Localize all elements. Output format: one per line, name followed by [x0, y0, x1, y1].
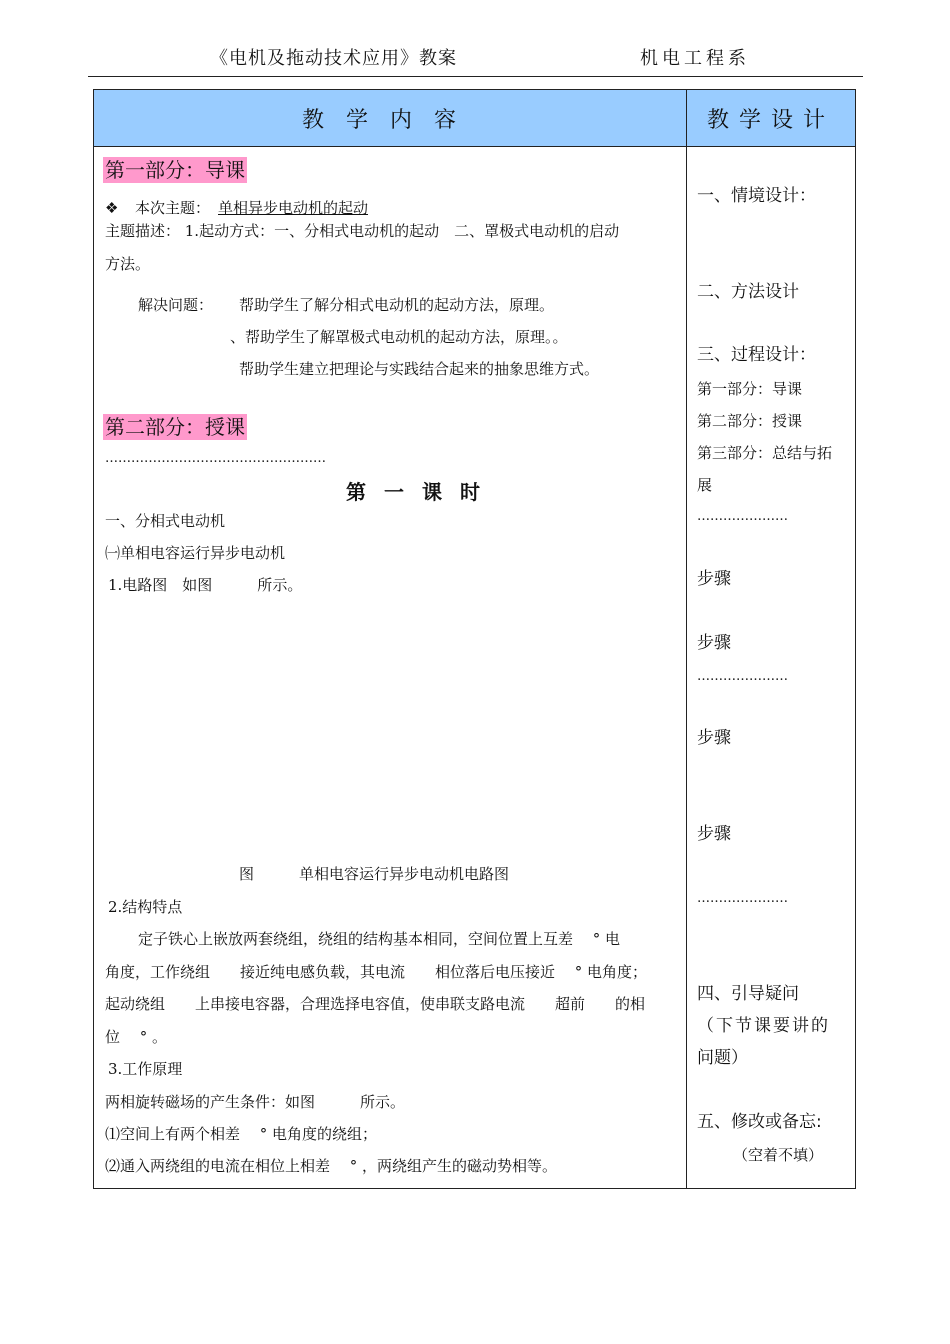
- step-3: 步骤: [697, 728, 731, 748]
- topic-bullet-icon: ❖: [105, 199, 119, 217]
- structure-para-line-4: 位 ° 。: [105, 1028, 168, 1046]
- item-circuit-diagram: 1.电路图 如图 所示。: [108, 576, 303, 594]
- design-guide-end: 问题）: [697, 1048, 748, 1068]
- solve-item-3: 帮助学生建立把理论与实践结合起来的抽象思维方式。: [239, 360, 600, 378]
- solve-label: 解决问题：: [138, 296, 214, 314]
- header-teaching-design: 教学设计: [706, 107, 835, 133]
- desc-line-1: 主题描述： 1.起动方式：一、分相式电动机的起动 二、罩极式电动机的启动: [105, 222, 620, 240]
- table-header-row: [94, 90, 855, 147]
- design-dots-2: …………………: [697, 669, 788, 684]
- design-guide-sub: （下节课要讲的: [697, 1016, 830, 1036]
- structure-para-line-2: 角度，工作绕组 接近纯电感负载，其电流 相位落后电压接近 ° 电角度；: [105, 963, 648, 981]
- header-department: 机电工程系: [640, 48, 750, 69]
- topic-label: 本次主题：: [135, 199, 211, 217]
- process-part-3: 第三部分：总结与拓: [697, 444, 833, 462]
- solve-item-2: 、帮助学生了解罩极式电动机的起动方法，原理。。: [230, 328, 568, 346]
- design-method: 二、方法设计: [697, 282, 799, 302]
- condition-2: ⑵通入两绕组的电流在相位上相差 ° ，两绕组产生的磁动势相等。: [105, 1157, 558, 1175]
- part2-heading: 第二部分：授课: [105, 415, 245, 439]
- column-divider: [686, 90, 687, 1188]
- design-dots-1: …………………: [697, 509, 788, 524]
- condition-intro: 两相旋转磁场的产生条件：如图 所示。: [105, 1093, 406, 1111]
- topic-text: 单相异步电动机的起动: [218, 199, 369, 217]
- step-4: 步骤: [697, 824, 731, 844]
- process-part-3-cont: 展: [697, 476, 713, 494]
- step-1: 步骤: [697, 569, 731, 589]
- item-structure: 2.结构特点: [108, 898, 183, 916]
- section-1-title: 一、分相式电动机: [105, 512, 226, 530]
- process-part-2: 第二部分：授课: [697, 412, 803, 430]
- solve-item-1: 帮助学生了解分相式电动机的起动方法，原理。: [239, 296, 555, 314]
- process-part-1: 第一部分：导课: [697, 380, 803, 398]
- part1-heading: 第一部分：导课: [105, 158, 245, 182]
- structure-para-line-3: 起动绕组 上串接电容器，合理选择电容值，使串联支路电流 超前 的相: [105, 995, 646, 1013]
- header-title: 《电机及拖动技术应用》教案: [210, 48, 457, 69]
- figure-caption: 图 单相电容运行异步电动机电路图: [239, 865, 510, 883]
- design-dots-3: …………………: [697, 891, 788, 906]
- lesson-title: 第一课时: [346, 480, 498, 504]
- design-situation: 一、情境设计：: [697, 186, 816, 206]
- page-header: [88, 44, 863, 77]
- design-process: 三、过程设计：: [697, 345, 816, 365]
- condition-1: ⑴空间上有两个相差 ° 电角度的绕组；: [105, 1125, 378, 1143]
- design-notes-sub: （空着不填）: [733, 1146, 824, 1164]
- item-principle: 3.工作原理: [108, 1060, 183, 1078]
- desc-line-2: 方法。: [105, 255, 151, 273]
- design-notes: 五、修改或备忘:: [697, 1112, 822, 1132]
- step-2: 步骤: [697, 633, 731, 653]
- section-1-subtitle: ㈠单相电容运行异步电动机: [105, 544, 286, 562]
- lesson-plan-table: [93, 89, 856, 1189]
- dotted-separator: ……………………………………………: [105, 451, 326, 466]
- header-teaching-content: 教学内容: [301, 107, 478, 133]
- structure-para-line-1: 定子铁心上嵌放两套绕组，绕组的结构基本相同，空间位置上互差 ° 电: [138, 930, 621, 948]
- design-guide: 四、引导疑问: [697, 984, 799, 1004]
